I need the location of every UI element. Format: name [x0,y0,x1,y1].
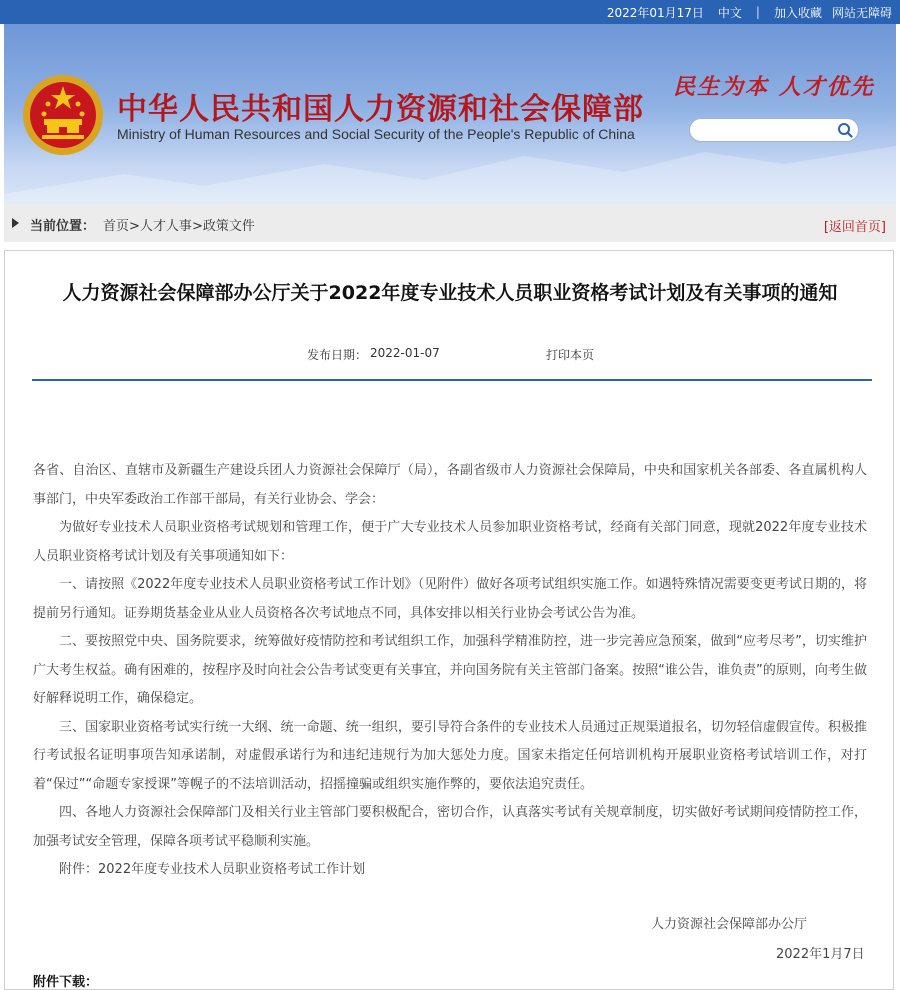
article-paragraph: 为做好专业技术人员职业资格考试规划和管理工作，便于广大专业技术人员参加职业资格考试，经商有关部门同意，现就2022年度专业技术人员职业资格考试计划及有关事项通知如下： [33,520,867,564]
article-paragraph: 一、请按照《2022年度专业技术人员职业资格考试工作计划》（见附件）做好各项考试组织实施工作。如遇特殊情况需要变更考试日期的，将提前另行通知。证券期货基金业从业人员资格各次考试地点不同，具体安排以相关行业协会考试公告为准。 [33,577,867,621]
breadcrumb-separator: > [129,219,140,234]
triangle-right-icon [12,218,19,228]
breadcrumb-home[interactable]: 首页 [103,219,130,234]
signing-organization: 人力资源社会保障部办公厅 [651,917,808,932]
accessibility-link[interactable]: 网站无障碍 [831,5,892,20]
title-divider [32,379,872,381]
attachment-download-label: 附件下载： [33,975,99,990]
breadcrumb-policy[interactable]: 政策文件 [202,219,255,234]
ministry-name-en: Ministry of Human Resources and Social Security of the People's Republic of China [117,126,635,142]
back-home-link[interactable]: [返回首页] [823,220,886,235]
article-container [4,250,894,990]
attachment-line: 附件：2022年度专业技术人员职业资格考试工作计划 [59,862,366,877]
top-utility-bar [0,0,900,24]
signing-date: 2022年1月7日 [776,947,865,962]
add-favorite-link[interactable]: 加入收藏 [773,5,822,20]
link-separator: | [755,5,760,19]
article-paragraph: 二、要按照党中央、国务院要求，统筹做好疫情防控和考试组织工作，加强科学精准防控，进一步完善应急预案，做到“应考尽考”，切实维护广大考生权益。确有困难的，按程序及时向社会公告考试变更有关事宜，并向国务院有关主管部门备案。按照“谁公告，谁负责”的原则，向考生做好解释说明工作，确保稳定。 [33,634,867,706]
slogan: 民生为本 人才优先 [673,74,875,100]
article-body [33,457,867,885]
breadcrumb-label: 当前位置： [30,219,96,234]
print-page-link[interactable]: 打印本页 [546,348,595,362]
article-title: 人力资源社会保障部办公厅关于2022年度专业技术人员职业资格考试计划及有关事项的通知 [62,282,838,304]
article-paragraph: 各省、自治区、直辖市及新疆生产建设兵团人力资源社会保障厅（局），各副省级市人力资源社会保障局，中央和国家机关各部委、各直属机构人事部门，中央军委政治工作部干部局，有关行业协会、学会： [33,463,867,507]
ministry-name-cn: 中华人民共和国人力资源和社会保障部 [117,92,644,127]
publish-date-label: 发布日期： [307,348,368,362]
breadcrumb-separator: > [191,219,203,234]
article-meta [5,346,895,366]
great-wall-background [4,134,896,204]
current-date: 2022年01月17日 [606,5,704,20]
search-input[interactable] [700,121,834,141]
publish-date: 2022-01-07 [370,346,440,360]
language-link[interactable]: 中文 [717,5,742,20]
breadcrumb-talent[interactable]: 人才人事 [139,219,192,234]
article-paragraph: 四、各地人力资源社会保障部门及相关行业主管部门要积极配合，密切合作，认真落实考试有关规章制度，切实做好考试期间疫情防控工作，加强考试安全管理，保障各项考试平稳顺利实施。 [33,805,867,849]
site-banner [4,24,896,204]
article-paragraph: 三、国家职业资格考试实行统一大纲、统一命题、统一组织，要引导符合条件的专业技术人员通过正规渠道报名，切勿轻信虚假宣传。积极推行考试报名证明事项告知承诺制，对虚假承诺行为和违纪违规行为加大惩处力度。国家未指定任何培训机构开展职业资格考试培训工作，对打着“保过”“命题专家授课”等幌子的不法培训活动，招摇撞骗或组织实施作弊的，要依法追究责任。 [33,719,867,792]
breadcrumb-path [103,215,255,234]
breadcrumb [4,204,896,242]
search-box [689,118,859,142]
national-emblem-icon[interactable] [22,74,104,156]
top-links [607,0,892,24]
search-icon[interactable] [837,122,853,138]
